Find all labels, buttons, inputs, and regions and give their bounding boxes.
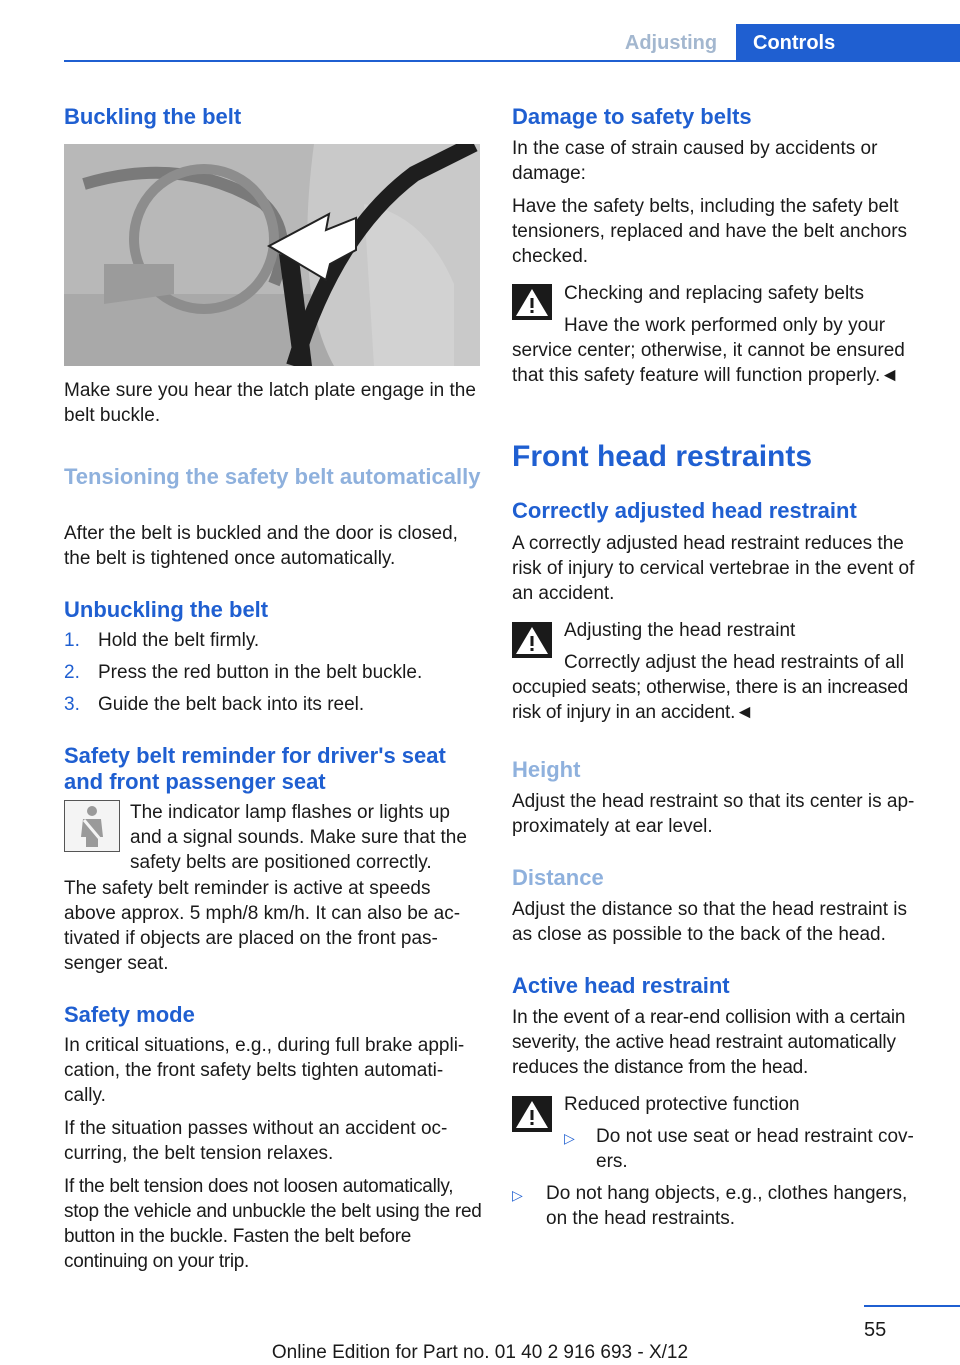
warning-3-title: Reduced protective function	[564, 1094, 800, 1115]
warning-2-line-1: Correctly adjust the head restraints of all	[564, 652, 905, 673]
edition-footer: Online Edition for Part no. 01 40 2 916 693 - X/12	[271, 1342, 689, 1363]
bullet-1-line-2: ers.	[596, 1151, 628, 1172]
warning-2-title: Adjusting the head restraint	[564, 620, 796, 641]
step-number: 2.	[64, 662, 80, 683]
step-number: 1.	[64, 630, 80, 651]
warning-1-text: service center; otherwise, it cannot be ensured that this safety feature will function properly.◄	[512, 340, 905, 386]
reminder-indicator-text: The indicator lamp flashes or lights up and a signal sounds. Make sure that the safety belts are positioned correctly.	[130, 802, 467, 873]
warning-triangle-icon	[512, 622, 552, 658]
distance-text: Adjust the distance so that the head restraint is as close as possible to the back of the head.	[512, 899, 908, 945]
damage-para-1: In the case of strain caused by accidents or damage:	[512, 138, 878, 184]
header-tab-controls: Controls	[736, 24, 960, 62]
triangle-bullet-icon: ▷	[564, 1130, 575, 1146]
section-title-height: Height	[512, 757, 581, 782]
safety-mode-para-1: In critical situations, e.g., during full brake appli-cation, the front safety belts tighten automati-cally.	[64, 1035, 465, 1106]
warning-triangle-icon	[512, 284, 552, 320]
step-text: Hold the belt firmly.	[98, 630, 260, 651]
bullet-2-line-1: Do not hang objects, e.g., clothes hangers,	[546, 1183, 908, 1204]
section-title-active-head-restraint: Active head restraint	[512, 973, 730, 998]
bullet-1-line-1: Do not use seat or head restraint cov-	[596, 1126, 914, 1147]
bullet-2-line-2: on the head restraints.	[546, 1208, 736, 1229]
list-item	[64, 660, 482, 692]
warning-2-text: occupied seats; otherwise, there is an increased risk of injury in an accident.◄	[512, 677, 908, 723]
section-title-distance: Distance	[512, 865, 604, 890]
section-title-safety-mode: Safety mode	[64, 1002, 195, 1027]
list-item	[64, 628, 482, 660]
section-title-reminder: Safety belt reminder for driver's seat and front passenger seat	[64, 743, 446, 794]
step-text: Guide the belt back into its reel.	[98, 694, 365, 715]
warning-triangle-icon	[512, 1096, 552, 1132]
list-item	[64, 692, 482, 724]
seat-belt-photo-image	[64, 144, 480, 366]
tensioning-text: After the belt is buckled and the door is closed, the belt is tightened once automatically.	[64, 523, 458, 569]
section-title-unbuckling: Unbuckling the belt	[64, 597, 269, 622]
correctly-adjusted-text: A correctly adjusted head restraint reduces the risk of injury to cervical vertebrae in the event of an accident.	[512, 533, 915, 604]
footer-rule	[864, 1305, 960, 1307]
unbuckling-steps	[64, 628, 482, 724]
page-number: 55	[864, 1319, 887, 1341]
chapter-title-front-head-restraints: Front head restraints	[512, 440, 813, 473]
safety-mode-para-3: If the belt tension does not loosen automatically, stop the vehicle and unbuckle the belt using the red button in the buckle. Fasten the belt before continuing on your trip.	[64, 1176, 482, 1272]
section-title-correctly-adjusted: Correctly adjusted head restraint	[512, 498, 857, 523]
buckling-text: Make sure you hear the latch plate engage in the belt buckle.	[64, 380, 476, 426]
step-number: 3.	[64, 694, 80, 715]
step-text: Press the red button in the belt buckle.	[98, 662, 423, 683]
warning-1-title: Checking and replacing safety belts	[564, 283, 864, 304]
active-head-restraint-text: In the event of a rear-end collision with a certain severity, the active head restraint automatically reduces the distance from the head.	[512, 1007, 906, 1078]
header-rule	[64, 60, 960, 62]
triangle-bullet-icon: ▷	[512, 1187, 523, 1203]
section-title-tensioning: Tensioning the safety belt automatically	[64, 464, 481, 489]
warning-1-line-1: Have the work performed only by your	[564, 315, 886, 336]
safety-mode-para-2: If the situation passes without an accident oc-curring, the belt tension relaxes.	[64, 1118, 448, 1164]
header-tab-adjusting: Adjusting	[624, 32, 718, 54]
section-title-damage: Damage to safety belts	[512, 104, 752, 129]
seat-belt-photo	[64, 144, 480, 366]
section-title-buckling: Buckling the belt	[64, 104, 242, 129]
seatbelt-reminder-icon	[64, 800, 120, 852]
reminder-text: The safety belt reminder is active at speeds above approx. 5 mph/8 km/h. It can also be ac-tivated if objects are placed on the front pas-senger seat.	[64, 878, 461, 974]
damage-para-2: Have the safety belts, including the safety belt tensioners, replaced and have the belt anchors checked.	[512, 196, 908, 267]
height-text: Adjust the head restraint so that its center is ap-proximately at ear level.	[512, 791, 915, 837]
